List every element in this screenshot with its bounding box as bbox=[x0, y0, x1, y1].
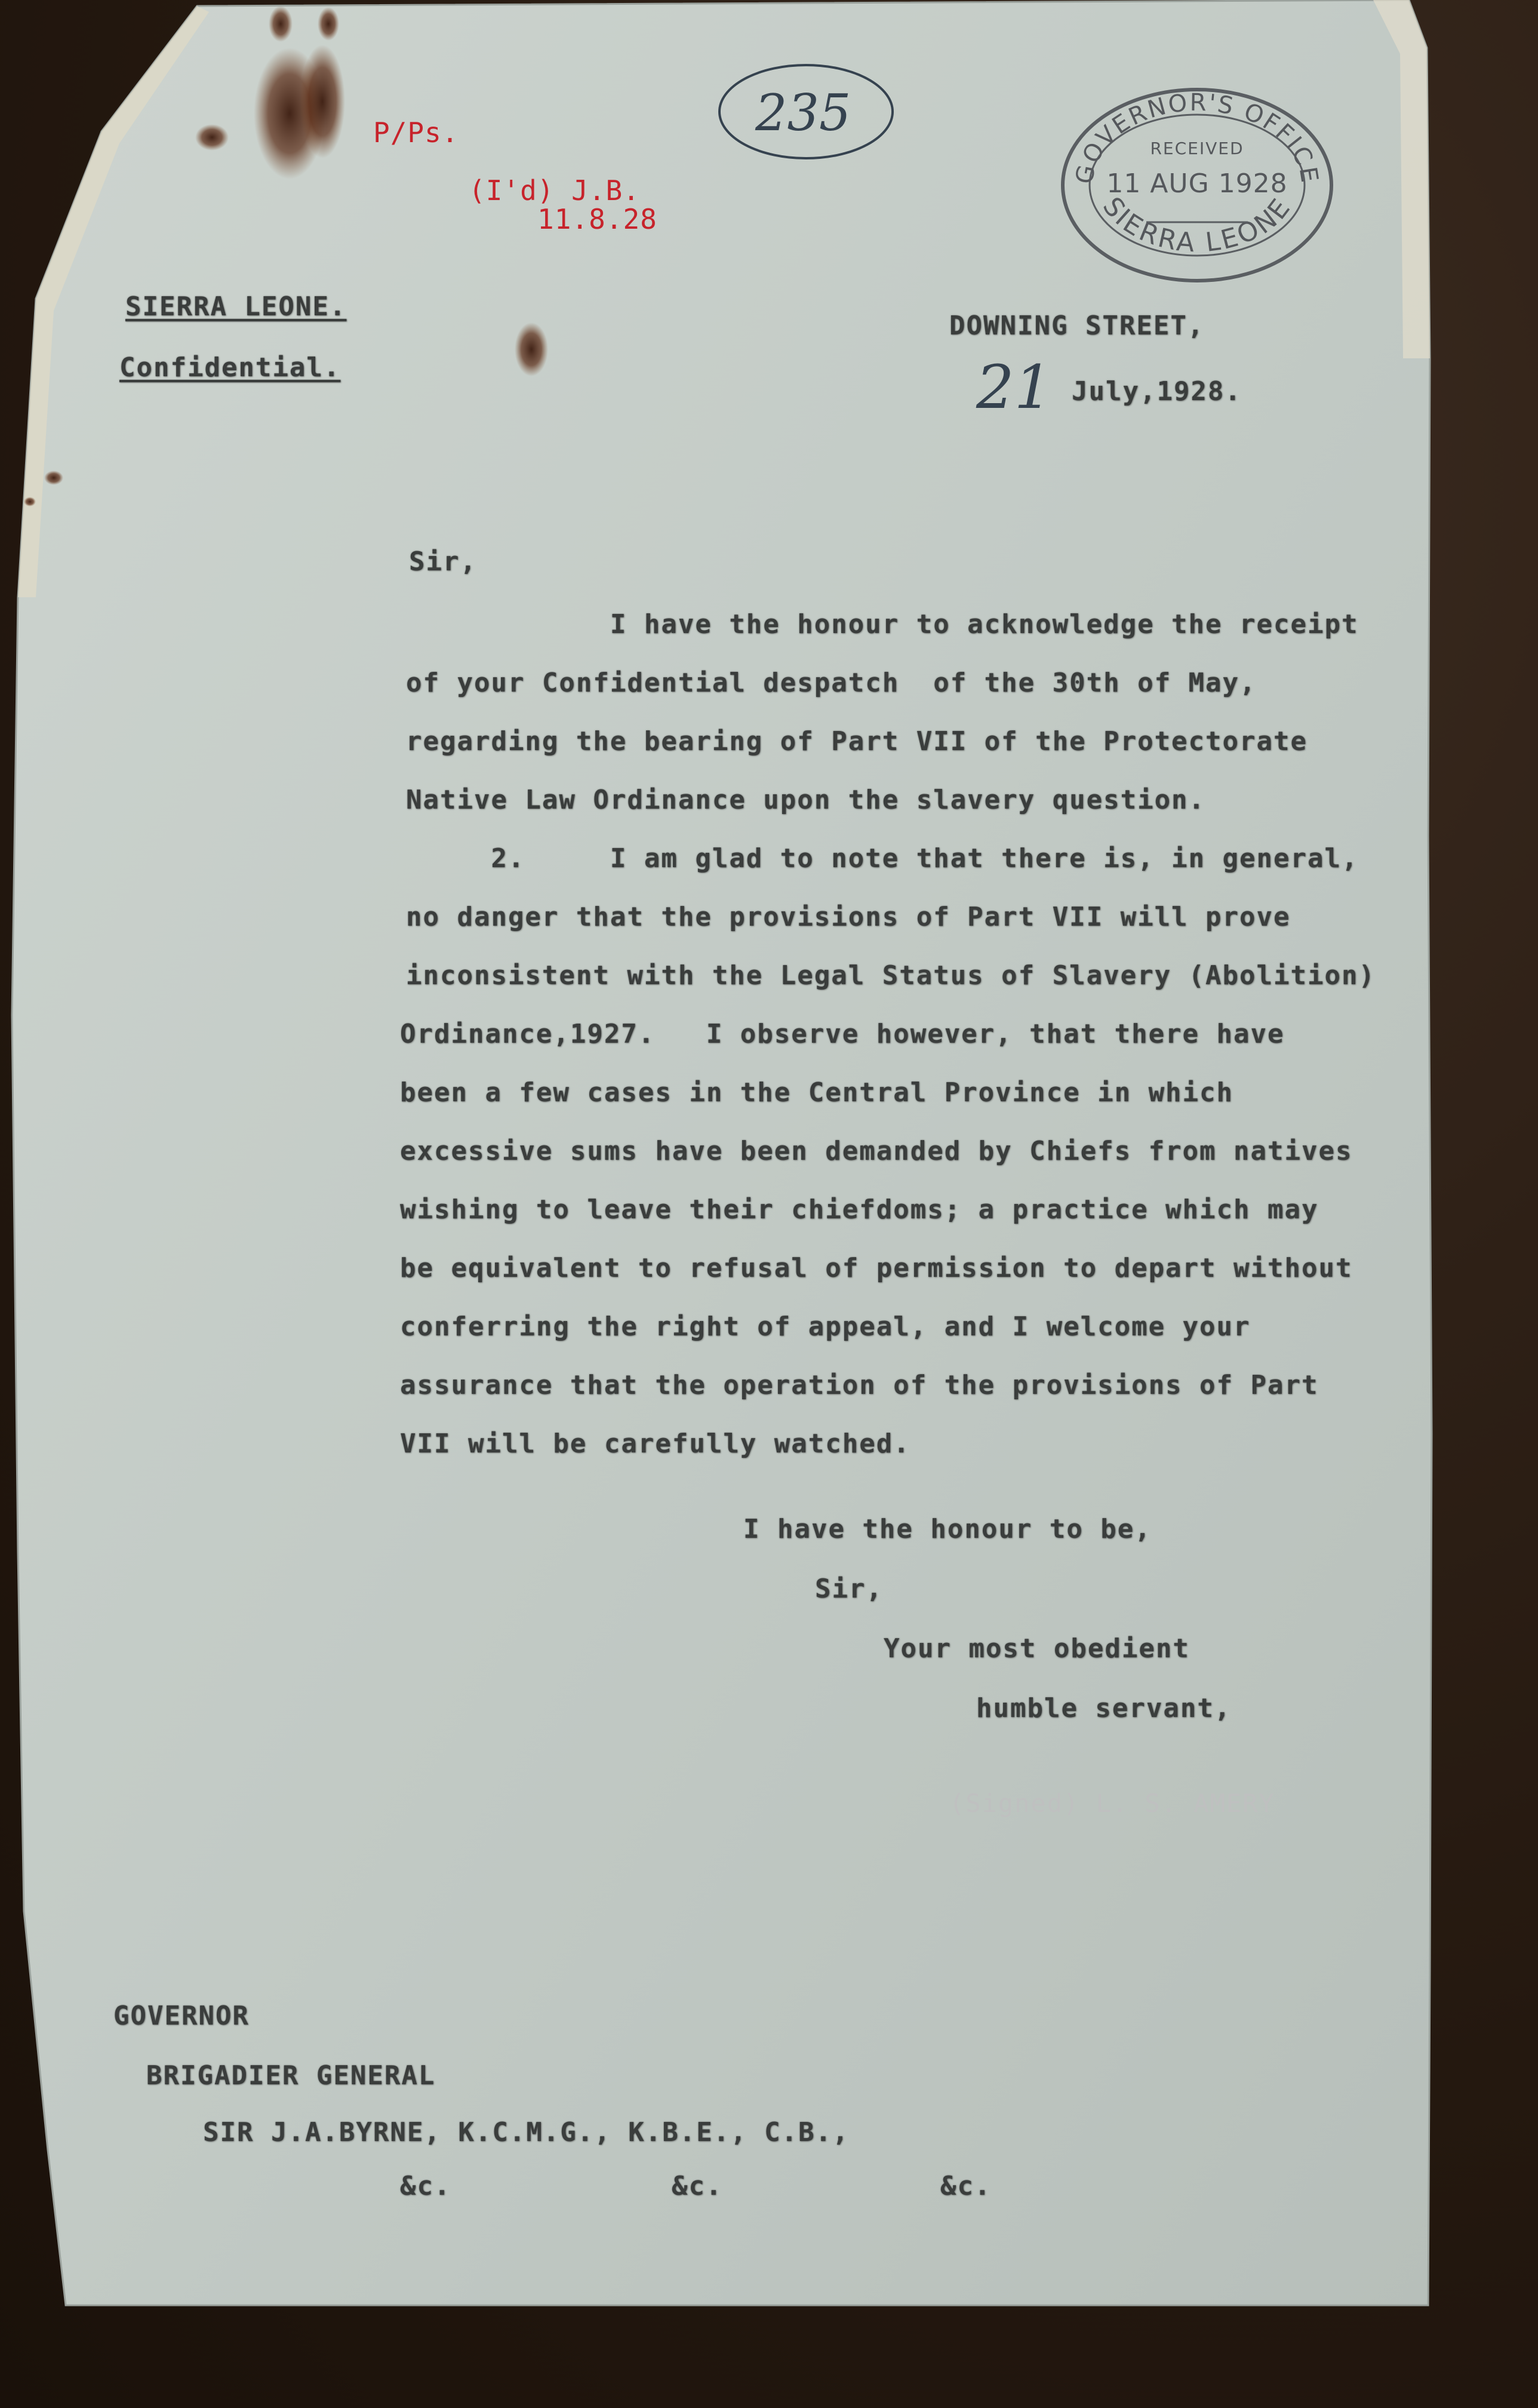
classification-heading: Confidential. bbox=[119, 352, 341, 383]
stamp-bottom-text: SIERRA LEONE bbox=[1096, 191, 1298, 259]
addressee-line-2: BRIGADIER GENERAL bbox=[146, 2060, 436, 2091]
closing-line-4: humble servant, bbox=[976, 1693, 1232, 1724]
initials-date: 11.8.28 bbox=[537, 203, 657, 235]
body-line: VII will be carefully watched. bbox=[400, 1429, 911, 1459]
addressee-line-1: GOVERNOR bbox=[113, 2001, 250, 2031]
body-line: inconsistent with the Legal Status of Slavery (Abolition) bbox=[406, 960, 1376, 991]
closing-line-3: Your most obedient bbox=[884, 1633, 1190, 1664]
date-typed: July,1928. bbox=[1072, 376, 1242, 407]
body-line: regarding the bearing of Part VII of the Protectorate bbox=[406, 726, 1308, 757]
addressee-line-3: SIR J.A.BYRNE, K.C.M.G., K.B.E., C.B., bbox=[203, 2117, 850, 2148]
pps-note: P/Ps. bbox=[373, 116, 459, 149]
stamp-received-text: RECEIVED bbox=[1150, 139, 1244, 158]
body-line: wishing to leave their chiefdoms; a practice which may bbox=[400, 1194, 1319, 1225]
signature: (Signed) L. S. AMERY bbox=[949, 1789, 1275, 1818]
body-line: assurance that the operation of the provisions of Part bbox=[400, 1370, 1319, 1400]
colony-heading: SIERRA LEONE. bbox=[125, 291, 347, 322]
closing-line-1: I have the honour to be, bbox=[743, 1514, 1152, 1544]
closing-line-2: Sir, bbox=[815, 1574, 883, 1604]
body-line: no danger that the provisions of Part VII will prove bbox=[406, 902, 1291, 932]
date-day-handwritten: 21 bbox=[976, 352, 1053, 422]
initials-note: (I'd) J.B. bbox=[469, 174, 640, 207]
body-line: been a few cases in the Central Province in which bbox=[400, 1077, 1234, 1108]
folio-number: 235 bbox=[755, 84, 851, 142]
body-line: Ordinance,1927. I observe however, that there have bbox=[400, 1019, 1285, 1049]
address-line: DOWNING STREET, bbox=[949, 311, 1205, 341]
addressee-etc-2: &c. bbox=[672, 2171, 723, 2201]
body-line: I have the honour to acknowledge the receipt bbox=[406, 609, 1359, 640]
stamp-date: 11 AUG 1928 bbox=[1106, 168, 1288, 199]
body-line: 2. I am glad to note that there is, in general, bbox=[406, 843, 1359, 874]
body-line: of your Confidential despatch of the 30th of May, bbox=[406, 668, 1257, 698]
stamp-top-text: GOVERNOR'S OFFICE bbox=[1071, 88, 1324, 186]
svg-text:SIERRA LEONE bbox=[1097, 192, 1297, 259]
body-line: conferring the right of appeal, and I welcome your bbox=[400, 1312, 1251, 1342]
salutation: Sir, bbox=[409, 546, 477, 577]
body-line: Native Law Ordinance upon the slavery question. bbox=[406, 785, 1206, 815]
addressee-etc-3: &c. bbox=[940, 2171, 992, 2201]
body-line: be equivalent to refusal of permission to depart without bbox=[400, 1253, 1353, 1283]
addressee-etc-1: &c. bbox=[400, 2171, 451, 2201]
body-line: excessive sums have been demanded by Chiefs from natives bbox=[400, 1136, 1353, 1166]
